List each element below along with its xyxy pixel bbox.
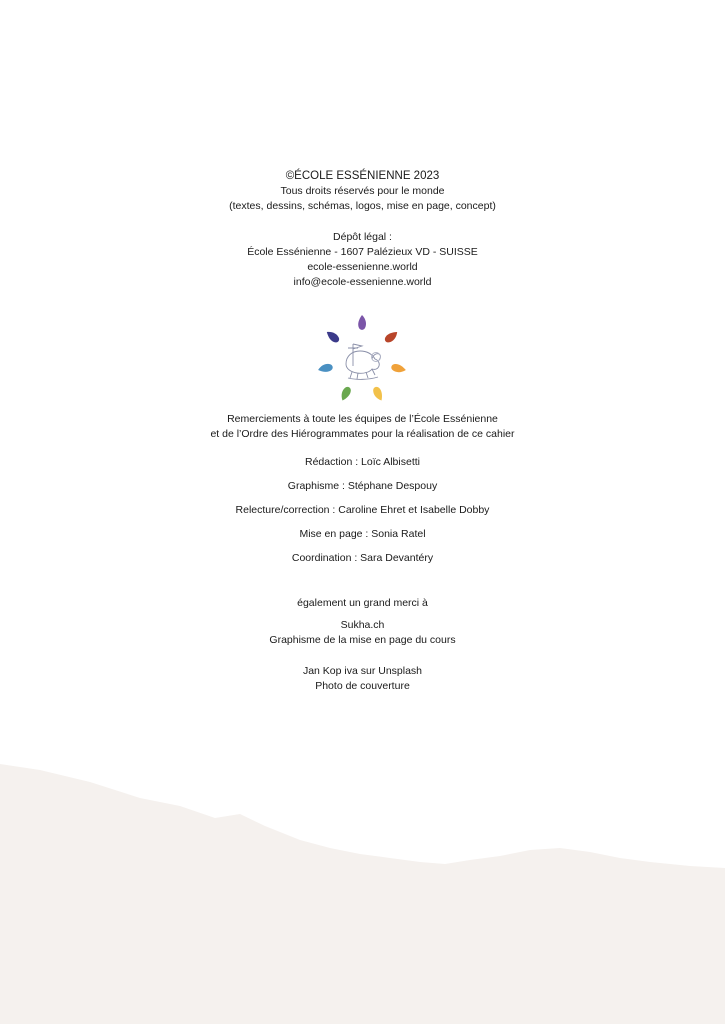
credit-redaction: Rédaction : Loïc Albisetti <box>305 456 420 468</box>
rights-scope-line: (textes, dessins, schémas, logos, mise en page, concept) <box>229 200 496 212</box>
thanks-block <box>0 412 725 442</box>
credit-coordination: Coordination : Sara Devantéry <box>291 552 434 564</box>
photo-credit-role: Photo de couverture <box>315 680 410 692</box>
flame-yellow-icon <box>371 385 384 402</box>
flame-orange-icon <box>390 363 406 374</box>
lamb-with-seven-flames-logo-icon <box>312 308 412 404</box>
mountain-silhouette-background <box>0 740 725 1024</box>
lamb-icon <box>346 344 381 379</box>
photo-credit-name: Jan Kop iva sur Unsplash <box>302 665 423 677</box>
thanks-line-2: et de l’Ordre des Hiérogrammates pour la réalisation de ce cahier <box>210 428 515 440</box>
copyright-block <box>0 168 725 214</box>
credit-relecture: Relecture/correction : Caroline Ehret et Isabelle Dobby <box>235 504 490 516</box>
flame-red-icon <box>383 329 399 344</box>
flame-indigo-icon <box>324 329 340 344</box>
website-link[interactable]: ecole-essenienne.world <box>307 261 418 273</box>
flames-group <box>317 315 406 402</box>
extra-thanks-intro: également un grand merci à <box>297 597 428 609</box>
sukha-role: Graphisme de la mise en page du cours <box>269 634 456 646</box>
flame-green-icon <box>339 385 352 402</box>
legal-address: École Essénienne - 1607 Palézieux VD - SUISSE <box>247 246 478 258</box>
thanks-line-1: Remerciements à toute les équipes de l’École Essénienne <box>227 413 498 425</box>
email-link[interactable]: info@ecole-essenienne.world <box>293 276 432 288</box>
sukha-link[interactable]: Sukha.ch <box>340 619 385 631</box>
legal-label: Dépôt légal : <box>333 231 392 243</box>
copyright-line: ©ÉCOLE ESSÉNIENNE 2023 <box>285 170 440 182</box>
flame-violet-icon <box>358 315 366 330</box>
extra-thanks-block <box>0 596 725 611</box>
legal-deposit-block <box>0 230 725 290</box>
credit-graphisme: Graphisme : Stéphane Despouy <box>287 480 438 492</box>
credits-list <box>0 455 725 566</box>
credit-mise-en-page: Mise en page : Sonia Ratel <box>299 528 426 540</box>
flame-blue-icon <box>317 363 333 374</box>
rights-line: Tous droits réservés pour le monde <box>280 185 445 197</box>
photo-credit <box>0 664 725 694</box>
sukha-credit <box>0 618 725 648</box>
